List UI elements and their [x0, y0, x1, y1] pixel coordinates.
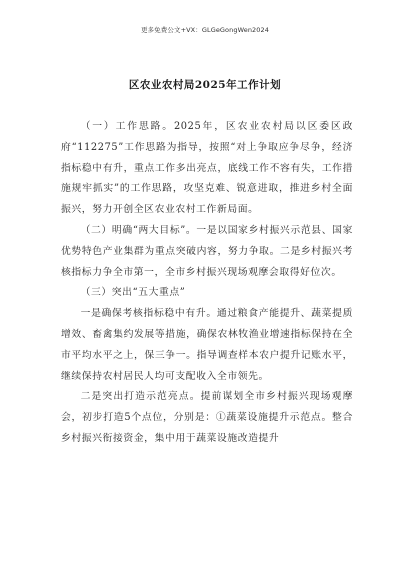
- document-body: [61, 117, 353, 450]
- paragraph-five-priorities-heading: （三）突出“五大重点”: [80, 287, 186, 299]
- header-note: 更多免费公文+VX：GLGeGongWen2024: [140, 26, 269, 34]
- document-title: 区农业农村局2025年工作计划: [128, 79, 282, 91]
- paragraph-assessment-indicators: 一是确保考核指标稳中有升。通过粮食产能提升、蔬菜提质增效、畜禽集约发展等措施，确保农林牧渔业增速指标保持在全市平均水平之上，保三争一。指导调查样本农户提升记账水平，继续保持农村居民人均可支配收入全市领先。: [61, 308, 353, 382]
- paragraph-demonstration-highlights: 二是突出打造示范亮点。提前谋划全市乡村振兴现场观摩会，初步打造5个点位，分别是：①蔬菜设施提升示范点。整合乡村振兴衔接资金，集中用于蔬菜设施改造提升: [61, 391, 353, 444]
- paragraph-two-goals: （二）明确“两大目标”。一是以国家乡村振兴示范县、国家优势特色产业集群为重点突破内容，努力争取。二是乡村振兴考核指标力争全市第一，全市乡村振兴现场观摩会取得好位次。: [61, 224, 353, 278]
- paragraph-work-approach: （一）工作思路。2025年，区农业农村局以区委区政府“112275”工作思路为指导，按照“对上争取应争尽争，经济指标稳中有升，重点工作多出亮点，底线工作不容有失，工作措施规牢抓实”的工作思路，攻坚克难、锐意进取，推进乡村全面振兴，努力开创全区农业农村工作新局面。: [61, 121, 353, 216]
